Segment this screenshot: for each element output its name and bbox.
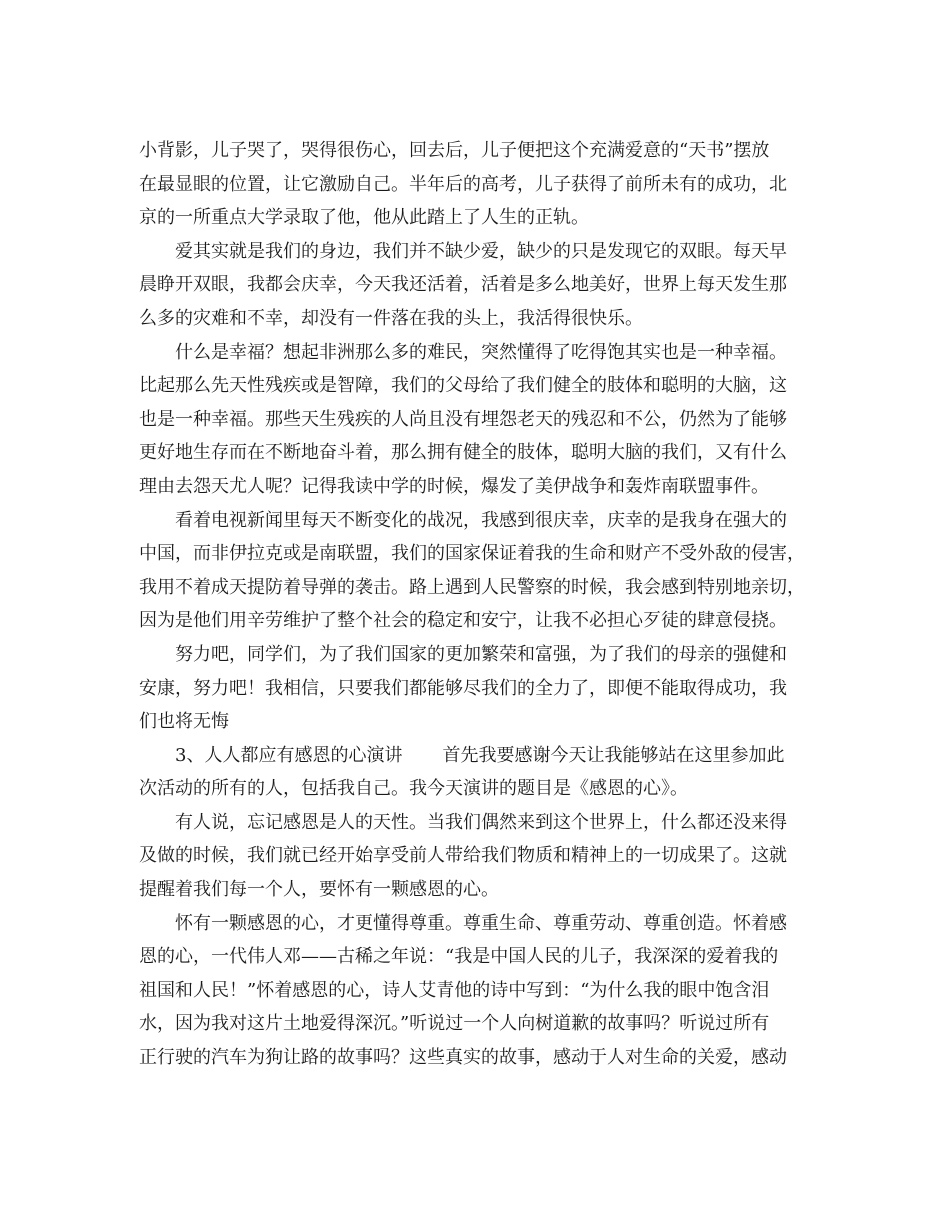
- text-line: 祖国和人民！”怀着感恩的心，诗人艾青他的诗中写到：“为什么我的眼中饱含泪: [139, 979, 770, 1001]
- text-line: 更好地生存而在不断地奋斗着，那么拥有健全的肢体，聪明大脑的我们，又有什么: [139, 442, 787, 464]
- text-line: 们也将无悔: [139, 711, 229, 733]
- text-line: 水，因为我对这片土地爱得深沉。”听说过一个人向树道歉的故事吗？听说过所有: [139, 1013, 770, 1035]
- text-line: 中国，而非伊拉克或是南联盟，我们的国家保证着我的生命和财产不受外敌的侵害，: [139, 543, 805, 565]
- paragraph-3: [139, 336, 819, 504]
- text-line: 有人说，忘记感恩是人的天性。当我们偶然来到这个世界上，什么都还没来得: [175, 811, 787, 833]
- text-line: 小背影，儿子哭了，哭得很伤心，回去后，儿子便把这个充满爱意的“天书”摆放: [139, 140, 770, 161]
- paragraph-6: [139, 739, 819, 806]
- text-line: 因为是他们用辛劳维护了整个社会的稳定和安宁，让我不必担心歹徒的肆意侵挠。: [139, 610, 787, 632]
- text-line: 怀有一颗感恩的心，才更懂得尊重。尊重生命、尊重劳动、尊重创造。怀着感: [175, 912, 787, 934]
- text-line: 我用不着成天提防着导弹的袭击。路上遇到人民警察的时候，我会感到特别地亲切，: [139, 576, 805, 598]
- text-line: 及做的时候，我们就已经开始享受前人带给我们物质和精神上的一切成果了。这就: [139, 845, 787, 867]
- section-heading: 3、人人都应有感恩的心演讲: [175, 744, 403, 766]
- text-line: 什么是幸福？想起非洲那么多的难民，突然懂得了吃得饱其实也是一种幸福。: [175, 341, 787, 363]
- text-line: 恩的心，一代伟人邓——古稀之年说：“我是中国人民的儿子，我深深的爱着我的: [139, 946, 779, 968]
- text-line: 晨睁开双眼，我都会庆幸，今天我还活着，活着是多么地美好，世界上每天发生那: [139, 274, 787, 296]
- text-line: 安康，努力吧！我相信，只要我们都能够尽我们的全力了，即便不能取得成功，我: [139, 677, 787, 699]
- paragraph-2: [139, 235, 819, 336]
- text-line: 么多的灾难和不幸，却没有一件落在我的头上，我活得很快乐。: [139, 307, 643, 329]
- paragraph-1: [139, 134, 819, 235]
- text-line: 努力吧，同学们，为了我们国家的更加繁荣和富强，为了我们的母亲的强健和: [175, 643, 787, 665]
- text-line: 爱其实就是我们的身边，我们并不缺少爱，缺少的只是发现它的双眼。每天早: [175, 240, 787, 262]
- paragraph-5: [139, 638, 819, 739]
- text-line: 次活动的所有的人，包括我自己。我今天演讲的题目是《感恩的心》。: [139, 778, 688, 800]
- text-line: 看着电视新闻里每天不断变化的战况，我感到很庆幸，庆幸的是我身在强大的: [175, 509, 787, 531]
- paragraph-7: [139, 806, 819, 907]
- text-line: 比起那么先天性残疾或是智障，我们的父母给了我们健全的肢体和聪明的大脑，这: [139, 375, 787, 397]
- text-line: 也是一种幸福。那些天生残疾的人尚且没有埋怨老天的残忍和不公，仍然为了能够: [139, 408, 787, 430]
- text-line: 提醒着我们每一个人，要怀有一颗感恩的心。: [139, 879, 499, 901]
- paragraph-8: [139, 907, 819, 1075]
- text-line: 在最显眼的位置，让它激励自己。半年后的高考，儿子获得了前所未有的成功，北: [139, 173, 787, 195]
- text-line: 京的一所重点大学录取了他，他从此踏上了人生的正轨。: [139, 207, 589, 229]
- paragraph-4: [139, 504, 819, 638]
- text-line: 正行驶的汽车为狗让路的故事吗？这些真实的故事，感动于人对生命的关爱，感动: [139, 1047, 787, 1069]
- text-line: 理由去怨天尤人呢？记得我读中学的时候，爆发了美伊战争和轰炸南联盟事件。: [139, 475, 769, 497]
- document-body: [139, 134, 819, 1075]
- text-line: 首先我要感谢今天让我能够站在这里参加此: [442, 744, 785, 766]
